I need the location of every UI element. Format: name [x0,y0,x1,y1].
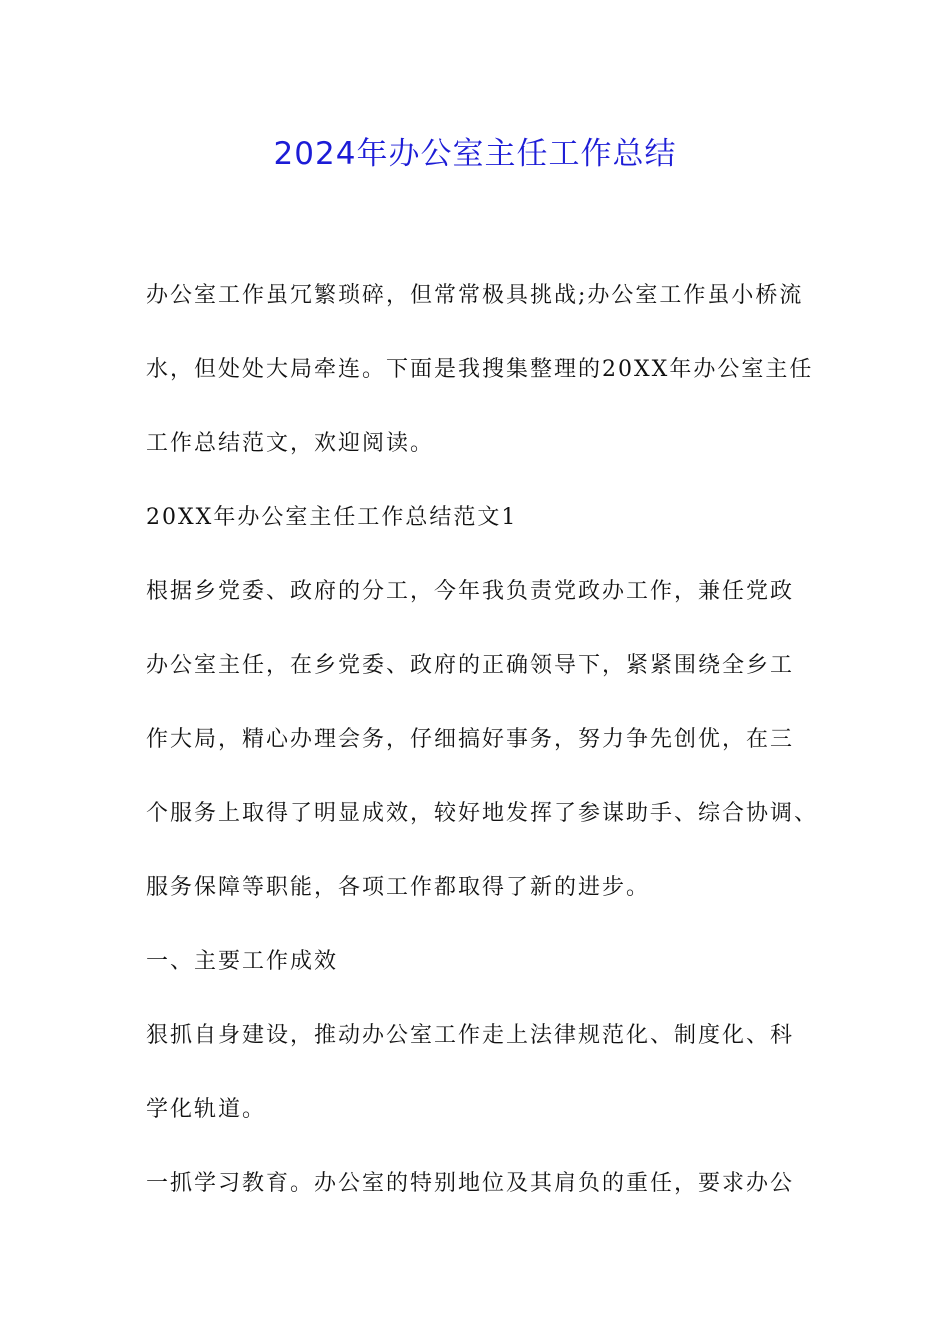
document-title: 2024年办公室主任工作总结 [273,136,677,172]
section-heading: 一、主要工作成效 [146,949,339,974]
document-body [146,259,826,1221]
paragraph-line: 根据乡党委、政府的分工，今年我负责党政办工作，兼任党政 [146,579,795,604]
section-heading: 20XX年办公室主任工作总结范文1 [146,505,518,530]
paragraph-line: 个服务上取得了明显成效，较好地发挥了参谋助手、综合协调、 [146,801,819,826]
paragraph-line: 服务保障等职能，各项工作都取得了新的进步。 [146,875,651,900]
paragraph-line: 办公室工作虽冗繁琐碎，但常常极具挑战;办公室工作虽小桥流 [146,283,804,308]
paragraph-line: 狠抓自身建设，推动办公室工作走上法律规范化、制度化、科 [146,1023,795,1048]
paragraph-line: 学化轨道。 [146,1097,267,1122]
paragraph-line: 一抓学习教育。办公室的特别地位及其肩负的重任，要求办公 [146,1171,795,1196]
paragraph-line: 作大局，精心办理会务，仔细搞好事务，努力争先创优，在三 [146,727,795,752]
paragraph-line: 办公室主任，在乡党委、政府的正确领导下，紧紧围绕全乡工 [146,653,795,678]
paragraph-line: 工作总结范文，欢迎阅读。 [146,431,435,456]
paragraph-line: 水，但处处大局牵连。下面是我搜集整理的20XX年办公室主任 [146,357,814,382]
